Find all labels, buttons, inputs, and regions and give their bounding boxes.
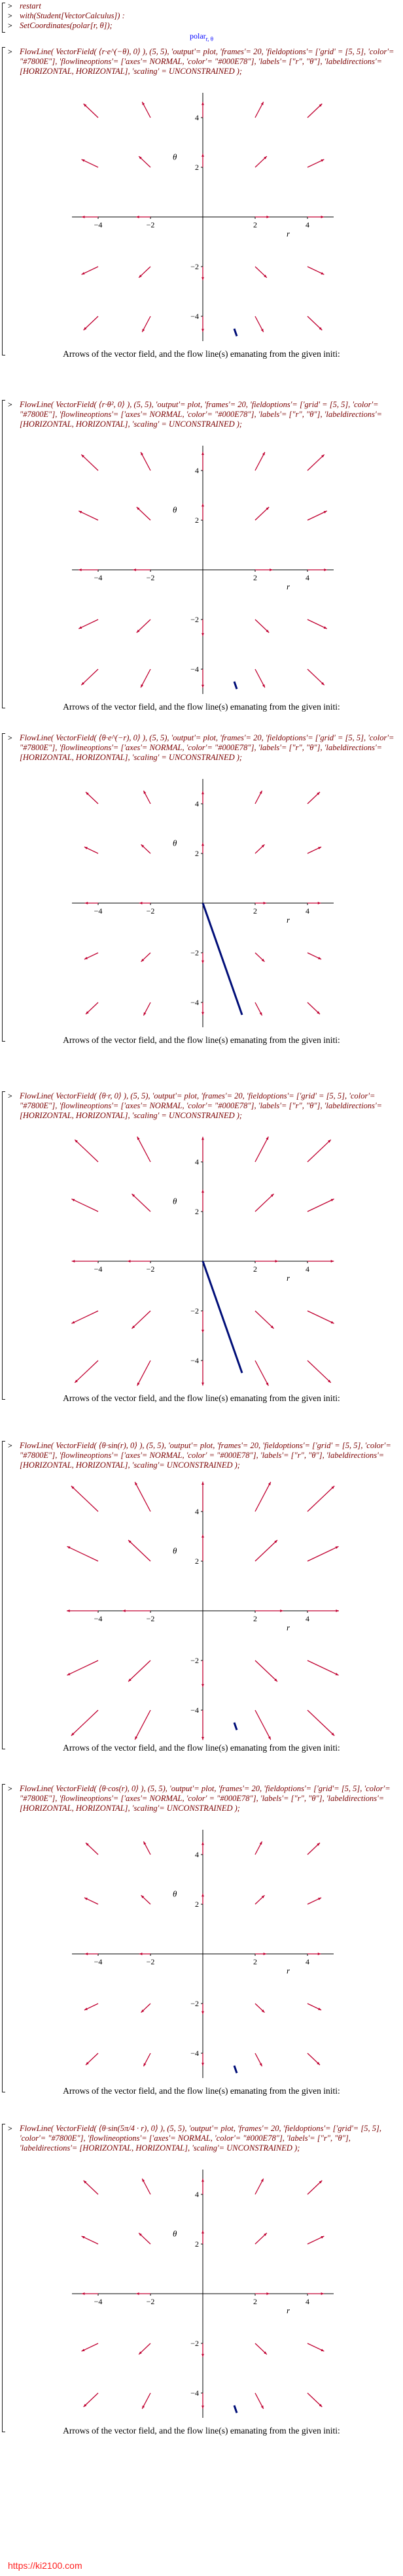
field-arrow-head: [202, 633, 204, 636]
init-line-restart[interactable]: restart: [20, 1, 41, 10]
flow-line: [234, 2405, 237, 2413]
x-tick-label: 2: [253, 573, 257, 582]
x-tick-label: 4: [306, 1957, 309, 1966]
execution-group-bracket[interactable]: [2, 1091, 5, 1400]
x-tick-label: −2: [146, 906, 155, 916]
field-arrow-head: [128, 1260, 131, 1263]
plot-caption: Arrows of the vector field, and the flow line(s) emanating from the given initi:: [63, 1035, 340, 1045]
prompt-marker: >: [8, 2124, 12, 2133]
field-arrow-head: [139, 1953, 143, 1955]
field-arrow-head: [82, 2292, 85, 2295]
x-tick-label: −4: [94, 573, 103, 582]
field-arrow: [137, 1361, 150, 1386]
field-arrow-head: [72, 1260, 75, 1263]
field-arrow: [255, 1194, 274, 1212]
field-arrow: [75, 1140, 98, 1162]
field-arrow: [307, 104, 322, 118]
field-arrow-head: [79, 569, 82, 571]
y-tick-label: −2: [190, 1306, 199, 1315]
flowline-plot: [52, 1480, 353, 1742]
field-arrow-head: [202, 2405, 204, 2409]
y-axis-label: θ: [173, 1196, 177, 1206]
field-arrow-head: [133, 569, 136, 571]
x-tick-label: −2: [146, 2297, 155, 2306]
y-tick-label: 4: [195, 1157, 199, 1166]
y-axis-label: θ: [173, 1545, 177, 1556]
field-arrow: [255, 1136, 268, 1162]
x-tick-label: −2: [146, 1264, 155, 1274]
field-arrow: [79, 619, 98, 629]
field-arrow-head: [321, 216, 324, 218]
field-arrow: [84, 316, 98, 330]
field-arrow: [307, 1710, 334, 1736]
field-arrow: [255, 1482, 271, 1511]
init-output-subscript: r, θ: [205, 35, 214, 42]
flowline-command[interactable]: FlowLine( VectorField( ⟨θ·sin(5π/4 · r), 0⟩ ), (5, 5), 'output'= plot, 'frames'= 20, 'fieldoptions'= ['grid'= [5, 5], 'color'= "#7800E"], 'flowlineoptions'= ['axes'= NORMAL, 'color'= "#000E78"], 'labels'= ["r", "θ"], 'labeldirections'= [HORIZONTAL, HORIZONTAL], 'scaling'= UNCONSTRAINED );: [20, 2124, 384, 2153]
field-arrow-head: [324, 569, 327, 571]
x-tick-label: −4: [94, 2297, 103, 2306]
field-arrow: [141, 452, 150, 471]
y-axis-label: θ: [173, 1889, 177, 1899]
y-tick-label: 2: [195, 516, 199, 525]
x-axis-label: r: [287, 2305, 290, 2315]
x-tick-label: −4: [94, 220, 103, 229]
field-arrow-head: [139, 902, 143, 904]
x-tick-label: −2: [146, 1957, 155, 1966]
flow-line: [234, 2066, 237, 2073]
plot-caption: Arrows of the vector field, and the flow line(s) emanating from the given initi:: [63, 2086, 340, 2096]
field-arrow: [128, 1540, 150, 1561]
x-tick-label: −2: [146, 220, 155, 229]
field-arrow-head: [85, 1953, 88, 1955]
x-axis-label: r: [287, 582, 290, 591]
field-arrow-head: [82, 216, 85, 218]
field-arrow-head: [67, 1610, 70, 1612]
y-tick-label: 2: [195, 849, 199, 858]
y-tick-label: 2: [195, 1557, 199, 1566]
prompt-marker: >: [8, 1, 12, 10]
field-arrow-head: [202, 2179, 204, 2182]
field-arrow: [307, 1311, 334, 1323]
y-tick-label: 4: [195, 1507, 199, 1516]
field-arrow-head: [202, 1383, 204, 1386]
plot-caption: Arrows of the vector field, and the flow line(s) emanating from the given initi:: [63, 2426, 340, 2436]
field-arrow-head: [280, 1610, 283, 1612]
field-arrow-head: [202, 1894, 204, 1897]
flowline-command[interactable]: FlowLine( VectorField( ⟨θ·e^(−r), 0⟩ ), (5, 5), 'output'= plot, 'frames'= 20, 'fieldoptions'= ['grid' = [5, 5], 'color'= "#7800E"], 'flowlineoptions'= ['axes'= NORMAL, 'color'= "#000E78"], 'labels'= ["r", "θ"], 'labeldirections'= [HORIZONTAL, HORIZONTAL], 'scaling' = UNCONSTRAINED );: [20, 733, 396, 762]
flowline-plot: [52, 1823, 353, 2085]
field-arrow-head: [331, 1260, 334, 1263]
field-arrow-head: [202, 277, 204, 280]
field-arrow-head: [266, 2292, 270, 2295]
flow-line: [203, 1261, 242, 1373]
flowline-command[interactable]: FlowLine( VectorField( ⟨θ·sin(r), 0⟩ ), (5, 5), 'output'= plot, 'frames'= 20, 'fieldoptions'= ['grid' = [5, 5], 'color'= "#7800E"], 'flowlineoptions'= ['axes'= NORMAL, 'color' = "#000E78"], 'labels'= ["r", "θ"], 'labeldirections'= [HORIZONTAL, HORIZONTAL], 'scaling'= UNCONSTRAINED );: [20, 1441, 393, 1470]
field-arrow: [84, 2181, 98, 2194]
field-arrow: [307, 316, 322, 330]
field-arrow: [307, 1546, 339, 1561]
x-tick-label: −4: [94, 1264, 103, 1274]
x-tick-label: −2: [146, 573, 155, 582]
field-arrow-head: [202, 1842, 204, 1845]
field-arrow: [307, 1660, 339, 1676]
x-axis-label: r: [287, 229, 290, 239]
x-tick-label: 4: [306, 2297, 309, 2306]
prompt-marker: >: [8, 11, 12, 20]
field-arrow: [255, 1660, 277, 1681]
x-tick-label: 4: [306, 1264, 309, 1274]
field-arrow: [84, 104, 98, 118]
field-arrow: [141, 669, 150, 687]
field-arrow-head: [202, 685, 204, 688]
x-tick-label: 2: [253, 906, 257, 916]
prompt-marker: >: [8, 1441, 12, 1450]
x-tick-label: 2: [253, 1264, 257, 1274]
flow-line: [234, 329, 237, 336]
init-output-text: polar: [190, 31, 206, 41]
field-arrow: [307, 1361, 331, 1383]
flowline-plot: [52, 86, 353, 348]
field-arrow: [135, 1710, 150, 1740]
y-tick-label: −2: [190, 1656, 199, 1665]
x-tick-label: −2: [146, 1614, 155, 1623]
x-tick-label: 4: [306, 573, 309, 582]
execution-group-bracket[interactable]: [2, 1441, 5, 1749]
plot-caption: Arrows of the vector field, and the flow line(s) emanating from the given initi:: [63, 1393, 340, 1403]
flowline-command[interactable]: FlowLine( VectorField( ⟨θ·cos(r), 0⟩ ), (5, 5), 'output'= plot, 'frames'= 20, 'fieldoptions'= ['grid'= [5, 5], 'color'= "#7800E"], 'flowlineoptions'= ['axes'= NORMAL, 'color' = "#000E78"], 'labels'= ["r", "θ"], 'labeldirections'= [HORIZONTAL, HORIZONTAL], 'scaling'= UNCONSTRAINED );: [20, 1784, 393, 1813]
y-tick-label: 4: [195, 113, 199, 122]
field-arrow: [128, 1660, 150, 1681]
y-tick-label: −4: [190, 312, 199, 321]
field-arrow-head: [266, 216, 270, 218]
field-arrow: [131, 1194, 150, 1212]
prompt-marker: >: [8, 1091, 12, 1100]
field-arrow: [131, 1311, 150, 1329]
flowline-plot: [52, 2163, 353, 2424]
flowline-command[interactable]: FlowLine( VectorField( ⟨θ·r, 0⟩ ), (5, 5), 'output'= plot, 'frames'= 20, 'fieldoptions'= ['grid' = [5, 5], 'color'= "#7800E"], 'flowlineoptions'= ['axes'= NORMAL, 'color'= "#000E78"], 'labels'= ["r", "θ"], 'labeldirections'= [HORIZONTAL, HORIZONTAL], 'scaling' = UNCONSTRAINED );: [20, 1091, 385, 1120]
flow-line: [203, 903, 242, 1015]
field-arrow-head: [336, 1610, 339, 1612]
field-arrow: [307, 1140, 331, 1162]
field-arrow-head: [202, 2011, 204, 2015]
x-axis-label: r: [287, 1273, 290, 1283]
y-axis-label: θ: [173, 152, 177, 162]
flowline-command[interactable]: FlowLine( VectorField( ⟨r·θ², 0⟩ ), (5, 5), 'output'= plot, 'frames'= 20, 'fieldoptions'= ['grid' = [5, 5], 'color'= "#7800E"], 'flowlineoptions'= ['axes'= NORMAL, 'color'= "#000E78"], 'labels'= ["r", "θ"], 'labeldirections'= [HORIZONTAL, HORIZONTAL], 'scaling' = UNCONSTRAINED );: [20, 400, 385, 429]
field-arrow-head: [202, 1012, 204, 1016]
prompt-marker: >: [8, 733, 12, 742]
field-arrow-head: [85, 902, 88, 904]
field-arrow: [307, 669, 324, 685]
field-arrow-head: [318, 902, 321, 904]
x-tick-label: 4: [306, 220, 309, 229]
flowline-plot: [52, 1131, 353, 1392]
flow-line: [234, 682, 237, 689]
y-tick-label: 4: [195, 466, 199, 475]
field-arrow: [307, 2181, 322, 2194]
field-arrow-head: [136, 216, 139, 218]
field-arrow-head: [202, 102, 204, 105]
field-arrow: [307, 619, 327, 629]
watermark: https://ki2100.com: [8, 2560, 82, 2571]
init-line-with[interactable]: with(Student[VectorCalculus]) :: [20, 11, 125, 20]
flowline-command[interactable]: FlowLine( VectorField( ⟨r·e^(−θ), 0⟩ ), (5, 5), 'output'= plot, 'frames'= 20, 'fieldoptions'= ['grid' = [5, 5], 'color'= "#7800E"], 'flowlineoptions'= ['axes'= NORMAL, 'color'= "#000E78"], 'labels'= ["r", "θ"], 'labeldirections'= [HORIZONTAL, HORIZONTAL], 'scaling' = UNCONSTRAINED );: [20, 47, 396, 76]
y-tick-label: −2: [190, 262, 199, 271]
field-arrow-head: [202, 1481, 204, 1485]
y-tick-label: 2: [195, 1207, 199, 1216]
field-arrow-head: [321, 2292, 324, 2295]
y-tick-label: −4: [190, 2049, 199, 2058]
field-arrow: [75, 1361, 98, 1383]
field-arrow-head: [202, 154, 204, 157]
field-arrow-head: [202, 961, 204, 964]
y-axis-label: θ: [173, 504, 177, 515]
plot-caption: Arrows of the vector field, and the flow line(s) emanating from the given initi:: [63, 349, 340, 359]
field-arrow: [307, 455, 324, 471]
flowline-plot: [52, 439, 353, 701]
execution-group-bracket[interactable]: [2, 733, 5, 1042]
prompt-marker: >: [8, 21, 12, 30]
field-arrow: [255, 1710, 271, 1740]
prompt-marker: >: [8, 400, 12, 409]
field-arrow-head: [202, 1137, 204, 1140]
field-arrow-head: [318, 1953, 321, 1955]
field-arrow: [255, 669, 265, 687]
y-tick-label: −2: [190, 1999, 199, 2008]
prompt-marker: >: [8, 1784, 12, 1793]
field-arrow-head: [202, 791, 204, 795]
execution-group-bracket[interactable]: [2, 2124, 5, 2432]
execution-group-bracket[interactable]: [2, 47, 5, 355]
x-tick-label: 2: [253, 1957, 257, 1966]
field-arrow-head: [264, 902, 267, 904]
field-arrow: [71, 1710, 98, 1736]
field-arrow-head: [202, 1684, 204, 1687]
field-arrow: [67, 1546, 98, 1561]
execution-group-bracket[interactable]: [2, 400, 5, 708]
plot-caption: Arrows of the vector field, and the flow line(s) emanating from the given initi:: [63, 1743, 340, 1753]
field-arrow: [307, 2393, 322, 2407]
y-tick-label: −4: [190, 1356, 199, 1365]
field-arrow: [255, 1311, 274, 1329]
y-tick-label: −2: [190, 948, 199, 957]
y-tick-label: −4: [190, 665, 199, 674]
field-arrow: [81, 669, 98, 685]
init-output: [190, 31, 213, 42]
field-arrow-head: [202, 452, 204, 455]
y-tick-label: −2: [190, 2339, 199, 2348]
init-line-setcoordinates[interactable]: SetCoordinates(polar[r, θ]);: [20, 21, 113, 30]
x-tick-label: 4: [306, 906, 309, 916]
field-arrow-head: [202, 843, 204, 846]
field-arrow: [84, 2393, 98, 2407]
flowline-plot: [52, 772, 353, 1034]
y-tick-label: 4: [195, 1850, 199, 1859]
flow-line: [234, 1723, 237, 1730]
field-arrow-head: [264, 1953, 267, 1955]
y-tick-label: 2: [195, 163, 199, 172]
field-arrow-head: [202, 329, 204, 332]
y-tick-label: 2: [195, 1900, 199, 1909]
y-tick-label: −4: [190, 2388, 199, 2398]
y-tick-label: −4: [190, 998, 199, 1007]
field-arrow: [137, 1136, 150, 1162]
plot-caption: Arrows of the vector field, and the flow line(s) emanating from the given initi:: [63, 702, 340, 712]
field-arrow-head: [122, 1610, 126, 1612]
x-axis-label: r: [287, 1966, 290, 1975]
field-arrow-head: [202, 2354, 204, 2357]
field-arrow: [71, 1311, 98, 1323]
execution-group-bracket[interactable]: [2, 3, 5, 33]
field-arrow: [255, 452, 265, 471]
x-tick-label: 2: [253, 220, 257, 229]
x-tick-label: −4: [94, 906, 103, 916]
y-axis-label: θ: [173, 838, 177, 848]
y-tick-label: −4: [190, 1706, 199, 1715]
field-arrow: [135, 1482, 150, 1511]
field-arrow-head: [275, 1260, 279, 1263]
field-arrow: [307, 1199, 334, 1212]
field-arrow: [307, 511, 327, 520]
field-arrow: [67, 1660, 98, 1676]
field-arrow-head: [202, 1534, 204, 1538]
execution-group-bracket[interactable]: [2, 1784, 5, 2092]
field-arrow-head: [136, 2292, 139, 2295]
x-tick-label: −4: [94, 1957, 103, 1966]
field-arrow-head: [202, 2230, 204, 2234]
y-axis-label: θ: [173, 2228, 177, 2239]
y-tick-label: 4: [195, 799, 199, 808]
x-tick-label: 2: [253, 1614, 257, 1623]
field-arrow: [255, 1540, 277, 1561]
y-tick-label: 2: [195, 2239, 199, 2249]
field-arrow-head: [202, 2063, 204, 2066]
prompt-marker: >: [8, 47, 12, 56]
field-arrow: [81, 455, 98, 471]
y-tick-label: 4: [195, 2190, 199, 2199]
field-arrow: [71, 1199, 98, 1212]
field-arrow-head: [202, 1190, 204, 1193]
y-tick-label: −2: [190, 615, 199, 624]
x-axis-label: r: [287, 915, 290, 925]
field-arrow-head: [270, 569, 273, 571]
x-tick-label: 4: [306, 1614, 309, 1623]
field-arrow: [307, 1486, 334, 1511]
field-arrow-head: [202, 1330, 204, 1333]
field-arrow: [255, 1361, 268, 1386]
field-arrow: [71, 1486, 98, 1511]
field-arrow-head: [202, 1737, 204, 1740]
x-axis-label: r: [287, 1623, 290, 1632]
x-tick-label: 2: [253, 2297, 257, 2306]
field-arrow: [79, 511, 98, 520]
x-tick-label: −4: [94, 1614, 103, 1623]
field-arrow-head: [202, 504, 204, 507]
